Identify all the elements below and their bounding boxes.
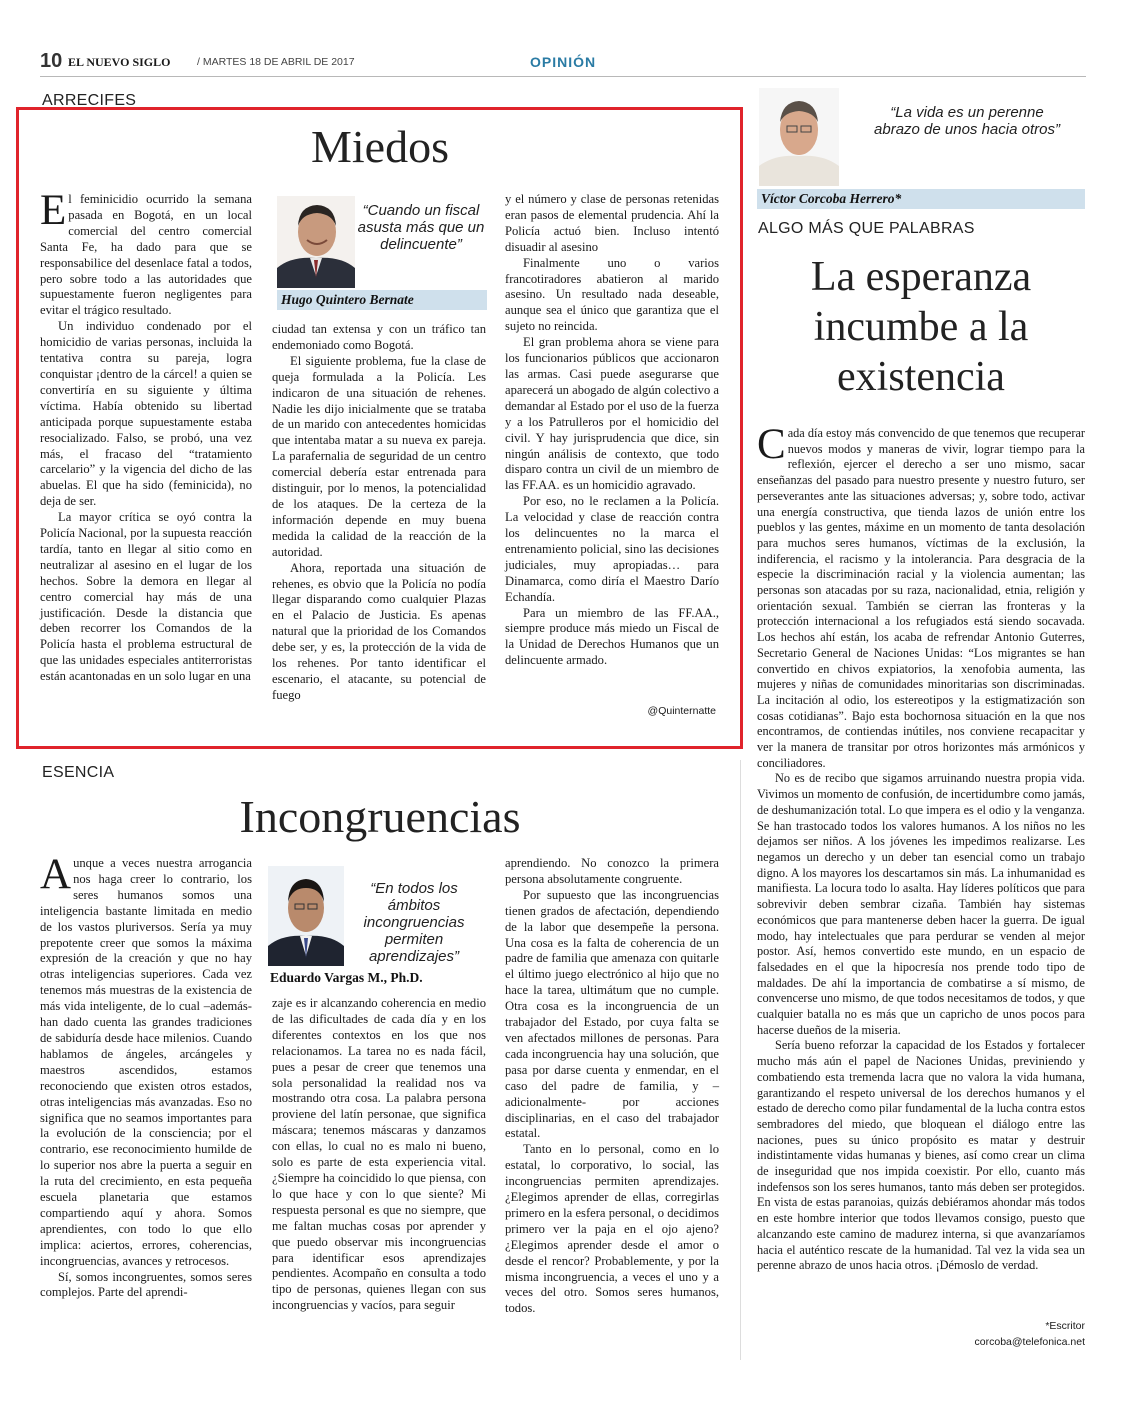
paragraph: Ahora, reportada una situación de rehenes, es obvio que la Policía no podía llegar disparando como cualquier Plazas en el Palacio de Justicia. Es apenas natural que la prioridad de los Comandos debe ser, y es, la protección de la vida de los rehenes. Por tanto identificar el escenario, el atacante, su potencial de fuego (272, 560, 486, 702)
paragraph: l feminicidio ocurrido la semana pasada en Bogotá, en un local comercial del centro comercial Santa Fe, ha dado para que se responsabilice del desenlace fatal a todos, pero sobre todo a las autoridades que supuestamente fueron negligentes para evitar el trágico resultado. (40, 192, 252, 318)
miedos-column-2 (272, 322, 486, 704)
paragraph: Un individuo condenado por el homicidio de varias personas, incluida la tentativa contra su pareja, logra conquistar ¡dentro de la cárcel! a quien se convertiría en su siguiente y última víctima. Había obtenido su libertad anticipada porque supuestamente estaba resocializado. Falso, se probó, una vez más, el fracaso del “tratamiento carcelario” y la vigencia del dicho de las abuelas. El que ha sido (feminicida), no deja de ser. (40, 319, 252, 509)
incongruencias-column-1 (40, 851, 252, 1301)
paragraph: ciudad tan extensa y con un tráfico tan endemoniado como Bogotá. (272, 322, 486, 352)
paragraph: No es de recibo que sigamos arruinando nuestra propia vida. Vivimos un momento de confusión, de incertidumbre como jamás, de deshumanización total. Lo que impera es el odio y la venganza. Se han trastocado todos los valores humanos. A los niños no les dejamos ser niños. A los jóvenes les impedimos realizarse. Les negamos un derecho y un deber tan esencial como un trabajo digno. A los mayores los descartamos sin más. La inhumanidad es manifiesta. La locura todo lo asalta. Hay líderes políticos que para sobrevivir deben sembrar cizaña. También hay sistemas económicos que para mantenerse deben hacer la guerra. De igual modo, hay intelectuales que para perdurar se venden al mejor postor. Así, hemos convertido este mundo, en un espacio de falsedades en el que la hipocresía nos prende todo tipo de maldades. De ahí la importancia de combatirse a sí mismo, de convencerse uno mismo, de que todos necesitamos de todos, y que cualquier batalla no es más que un capricho de unos pocos para hacerse dueños de la miseria. (757, 771, 1085, 1037)
author-box-vargas (266, 866, 488, 988)
author-name: Víctor Corcoba Herrero* (757, 189, 1085, 209)
kicker-esencia: ESENCIA (42, 764, 115, 781)
drop-cap: E (40, 187, 67, 234)
paragraph: Tanto en lo personal, como en lo estatal, lo corporativo, lo social, las incongruencias permiten aprendizajes. ¿Elegimos aprender de ellas, corregirlas primero en la esfera personal, o decidimos primero ver la paja en el ojo ajeno? ¿Elegimos aprender desde el amor o desde el rencor? Probablemente, y por la misma incongruencia, a veces el uno y a veces del otro. Somos seres humanos, todos. (505, 1142, 719, 1316)
miedos-column-3 (505, 192, 719, 669)
paragraph: Por eso, no le reclamen a la Policía. La velocidad y clase de reacción contra los delincuentes no la marca el entrenamiento policial, sino las decisiones judiciales, muy apropiadas… para Dinamarca, como diría el Maestro Darío Echandía. (505, 494, 719, 604)
pull-quote: “En todos los ámbitos incongruencias permiten aprendizajes” (363, 880, 465, 965)
paragraph: Sí, somos incongruentes, somos seres complejos. Parte del aprendi- (40, 1269, 252, 1300)
incongruencias-column-3 (505, 856, 719, 1317)
article-title-miedos: Miedos (311, 121, 449, 172)
title-line: La esperanza (810, 254, 1032, 300)
newspaper-name: EL NUEVO SIGLO (68, 55, 171, 69)
author-photo (759, 88, 839, 186)
title-line: existencia (837, 354, 1005, 400)
paragraph: Por supuesto que las incongruencias tienen grados de afectación, dependiendo de la labor que desempeñe la persona. Una cosa es la falta de coherencia de un padre de familia que amenaza con quitarle el último juego electrónico al hijo que no hace la tarea, ultimátum que no cumple. Otra cosa es la incongruencia de un trabajador del Estado, por cuya falta se ven afectados millones de personas. Para cada incongruencia hay una solución, que pasa por darse cuenta y enmendar, en el caso del padre de familia, y –adicionalmente- por acciones disciplinarias, en el caso del trabajador estatal. (505, 887, 719, 1141)
incongruencias-column-2 (272, 996, 486, 1314)
paragraph: unque a veces nuestra arrogancia nos haga creer lo contrario, los seres humanos somos una inteligencia bastante limitada en medio de los vastos pluriversos. Sería ya muy prepotente creer que somos la máxima expresión de la creación y que no hay otras inteligencias superiores. Cada vez tenemos más muestras de la existencia de más vida inteligente, de lo cual –además- han dado cuenta las grandes tradiciones de sabiduría desde hace milenios. Cuando hablamos de ángeles, arcángeles y maestros ascendidos, estamos reconociendo que existen otros estados, otras inteligencias más avanzadas. Eso no significa que no seamos importantes para la evolución de la consciencia; por el contrario, ese reconocimiento humilde de lo superior nos abre la puerta a seguir en la ruta del crecimiento, en esta pequeña escuela planetaria que estamos compartiendo aquí y ahora. Somos aprendientes, con todo lo que ello implica: aciertos, errores, coherencias, incongruencias, avances y retrocesos. (40, 856, 252, 1268)
pull-quote: “La vida es un perenne abrazo de unos hacia otros” (874, 104, 1060, 138)
column-divider (740, 760, 741, 1360)
paragraph: Sería bueno reforzar la capacidad de los Estados y fortalecer mucho más aún el papel de Naciones Unidas, previniendo y combatiendo esta tremenda lacra que no valora la vida humana, garantizando el respeto universal de los derechos humanos y el estado de derecho como pilar fundamental de la lucha contra estos sembradores del miedo, que bloquean el diálogo entre las naciones, pues su único propósito es matar y destruir indistintamente vidas humanas y bienes, así como crear un clima de inseguridad que nos impida coexistir. Por ello, cuanto más indefensos son los seres humanos, tanto más deben ser protegidos. En vista de estas paranoias, quizás debiéramos ahondar más todos en este hombre interior que todos llevamos consigo, puesto que alcanzando este camino de madurez interna, si que avanzaríamos hacia el auténtico rescate de la humanidad. Tal vez la vida sea un perenne abrazo de unos hacia otros. ¡Démoslo de verdad. (757, 1038, 1085, 1273)
author-box-corcoba (757, 86, 1085, 210)
author-photo (268, 866, 344, 966)
drop-cap: A (40, 851, 72, 898)
issue-date: / MARTES 18 DE ABRIL DE 2017 (197, 56, 355, 68)
page-header (40, 50, 1086, 77)
author-box-quintero (275, 196, 487, 310)
pull-quote: “Cuando un fiscal asusta más que un delincuente” (357, 202, 485, 253)
author-photo (277, 196, 355, 288)
paragraph: ada día estoy más convencido de que tenemos que recuperar nuevos modos y maneras de vivir, lograr tiempo para la reflexión, ejercer el derecho a ser uno mismo, sacar enseñanzas del pasado para nuestro presente y nuestro futuro, ser perseverantes ante las situaciones adversas; y, sobre todo, activar una energía constructiva, que tienda lazos de unión entre los pueblos y las gentes, máxime en un momento de tanta desolación para muchos seres humanos, víctimas de la exclusión, la indiferencia, el racismo y la intolerancia. Para desgracia de la especie la discriminación racial y la violencia aumentan; las personas son atacadas por su raza, nacionalidad, etnia, religión y orientación sexual. También se cierran las fronteras y la protección internacional a los refugiados está siendo socavada. Los hechos ahí están, los acaba de refrendar Antonio Guterres, Secretario General de Naciones Unidas: “Los migrantes se han convertido en chivos expiatorios, la xenofobia aumenta, las mujeres y niñas de comunidades minoritarias son discriminadas. La incitación al odio, los estereotipos y la estigmatización son cosas cotidianas”. Bajo esta bochornosa situación en la que nos encontramos, de contiendas inútiles, nos conviene recapacitar y ver la manera de transitar por otros horizontes más armónicos y conciliadores. (757, 426, 1085, 770)
twitter-handle: @Quinternatte (647, 705, 716, 717)
kicker-arrecifes: ARRECIFES (42, 92, 137, 109)
paragraph: zaje es ir alcanzando coherencia en medio de las dificultades de cada día y en los diferentes contextos en los que nos relacionamos. La tarea no es nada fácil, pues a pesar de creer que tenemos una sola personalidad la realidad nos va mostrando otra cosa. La palabra persona proviene del latín personae, que significa máscara; tenemos máscaras y danzamos con ellas, lo cual no es malo ni bueno, solo es parte de esta experiencia vital. ¿Siempre ha coincidido lo que piensa, con lo que hace y con lo que siente? Mi respuesta personal es que no siempre, que me faltan muchas cosas por aprender y que puedo observar mis incongruencias para identificar esos aprendizajes pendientes. Acompaño en consulta a todo tipo de personas, quienes llegan con sus incongruencias y vacíos, para seguir (272, 996, 486, 1313)
paragraph: Para un miembro de las FF.AA., siempre produce más miedo un Fiscal de la Unidad de Derechos Humanos que un delincuente armado. (505, 605, 719, 668)
paragraph: y el número y clase de personas retenidas eran pasos de elemental prudencia. Ahí la Policía actuó bien. Incluso intentó disuadir al asesino (505, 192, 719, 254)
kicker-algo-mas-que-palabras: ALGO MÁS QUE PALABRAS (758, 220, 975, 237)
paragraph: Finalmente uno o varios francotiradores abatieron al marido asesino. Un resultado nada deseable, aunque sea el único que garantiza que el sujeto no reincida. (505, 255, 719, 334)
title-line: incumbe a la (813, 304, 1029, 350)
page-number: 10 (40, 50, 63, 72)
paragraph: El gran problema ahora se viene para los funcionarios públicos que accionaron las armas. Casi puede asegurarse que aparecerá un abogado de algún colectivo a demandar al Estado por el uso de la fuerza y a los Patrulleros por el homicidio del civil. Y hay jurisprudencia que dice, sin ningún análisis de contexto, que todo disparo contra un civil de un miembro de las FF.AA. es un homicidio agravado. (505, 335, 720, 493)
miedos-column-1 (40, 187, 252, 685)
article-title-esperanza (757, 252, 1085, 402)
author-email: corcoba@telefonica.net (974, 1336, 1085, 1348)
author-name: Eduardo Vargas M., Ph.D. (270, 970, 423, 985)
author-name: Hugo Quintero Bernate (277, 290, 487, 310)
author-credit: *Escritor (1045, 1320, 1085, 1332)
paragraph: El siguiente problema, fue la clase de queja formulada a la Policía. Les indicaron de una situación de rehenes. Nadie les dijo inicialmente que se trataba de un marido con antecedentes homicidas que intentaba matar a su nueva ex pareja. La parafernalia de seguridad de un centro comercial debería estar entrenada para distinguir, por lo menos, la potencialidad de los ataques. De la certeza de la información depende en muy buena medida la calidad de la reacción de la autoridad. (272, 353, 486, 559)
paragraph: aprendiendo. No conozco la primera persona absolutamente congruente. (505, 856, 719, 886)
paragraph: La mayor crítica se oyó contra la Policía Nacional, por la supuesta reacción tardía, tanto en llegar al sitio como en neutralizar al asesino en el lugar de los hechos. Sobre la demora en llegar al centro comercial hay más de una justificación. Desde la distancia que deben recorrer los Comandos de la Policía hasta el problema estructural de que las unidades especiales antiterroristas están acantonadas en un solo lugar en una (40, 510, 252, 684)
section-name: OPINIÓN (530, 54, 597, 70)
esperanza-body (757, 421, 1085, 1274)
drop-cap: C (757, 421, 786, 468)
article-title-incongruencias: Incongruencias (239, 791, 521, 842)
